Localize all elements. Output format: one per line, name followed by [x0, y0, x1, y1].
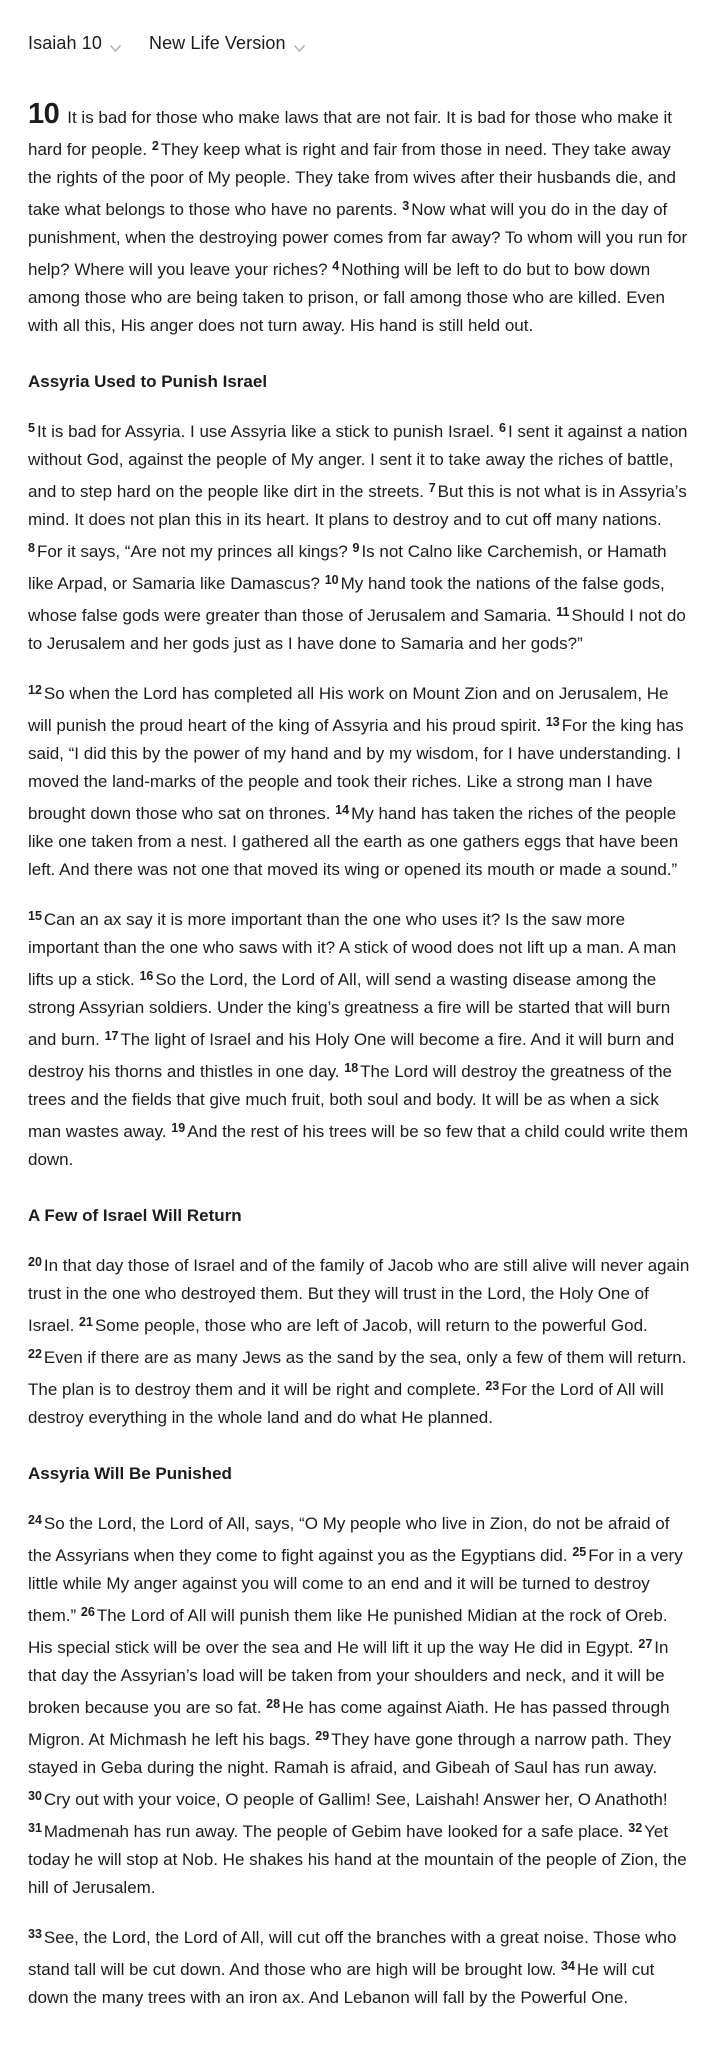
verse-text[interactable]: They have gone through a narrow path. They stayed in Geba during the night. Ramah is afraid, and Gibeah of Saul has run away. [28, 1730, 672, 1777]
verse-paragraph [28, 1506, 693, 1902]
verse-number: 30 [28, 1789, 42, 1803]
reader-header [28, 0, 693, 54]
verse-text[interactable]: Can an ax say it is more important than the one who uses it? Is the saw more important than the one who saws with it? A stick of wood does not lift up a man. A man lifts up a stick. [28, 910, 677, 989]
verse-number: 10 [324, 573, 339, 587]
verse-text[interactable]: Is not Calno like Carchemish, or Hamath like Arpad, or Samaria like Damascus? [28, 542, 667, 593]
verse-number: 18 [344, 1061, 359, 1075]
verse-paragraph [28, 1920, 693, 2012]
verse-text[interactable]: Should I not do to Jerusalem and her gods just as I have done to Samaria and her gods?” [28, 606, 686, 653]
verse-number: 5 [28, 421, 35, 435]
verse-text[interactable]: The Lord will destroy the greatness of the trees and the fields that give much fruit, both soul and body. It will be as when a sick man wastes away. [28, 1062, 673, 1141]
verse-text[interactable]: In that day those of Israel and of the family of Jacob who are still alive will never again trust in the one who destroyed them. But they will trust in the Lord, the Holy One of Israel. [28, 1256, 690, 1335]
verse-text[interactable]: My hand took the nations of the false gods, whose false gods were greater than those of Jerusalem and Samaria. [28, 574, 665, 625]
verse-number: 6 [498, 421, 506, 435]
verse-number: 21 [79, 1315, 93, 1329]
verse-text[interactable]: They keep what is right and fair from those in need. They take away the rights of the poor of My people. They take from wives after their husbands die, and take what belongs to those who have no parents. [28, 140, 676, 219]
verse-text[interactable]: But this is not what is in Assyria’s mind. It does not plan this in its heart. It plans to destroy and to cut off many nations. [28, 482, 687, 529]
verse-number: 31 [28, 1821, 42, 1835]
verse-text[interactable]: I sent it against a nation without God, against the people of My anger. I sent it to take away the riches of battle, and to step hard on the people like dirt in the streets. [28, 422, 688, 501]
verse-text[interactable]: So when the Lord has completed all His work on Mount Zion and on Jerusalem, He will punish the proud heart of the king of Assyria and his proud spirit. [28, 684, 669, 735]
verse-text[interactable]: In that day the Assyrian’s load will be taken from your shoulders and neck, and it will be broken because you are so fat. [28, 1638, 669, 1717]
verse-text[interactable]: For in a very little while My anger against you will come to an end and it will be turned to destroy them.” [28, 1546, 683, 1625]
verse-text[interactable]: So the Lord, the Lord of All, says, “O My people who live in Zion, do not be afraid of the Assyrians when they come to fight against you as the Egyptians did. [28, 1514, 670, 1565]
verse-text[interactable]: The Lord of All will punish them like He punished Midian at the rock of Oreb. His special stick will be over the sea and He will lift it up the way He did in Egypt. [28, 1606, 668, 1657]
verse-number: 9 [352, 541, 360, 555]
verse-number: 22 [28, 1347, 42, 1361]
verse-text[interactable]: He will cut down the many trees with an iron ax. And Lebanon will fall by the Powerful One. [28, 1960, 655, 2007]
version-label: New Life Version [148, 33, 286, 53]
book-chapter-selector[interactable] [28, 33, 122, 54]
verse-text[interactable]: Some people, those who are left of Jacob, will return to the powerful God. [94, 1316, 648, 1335]
verse-text[interactable]: It is bad for Assyria. I use Assyria like a stick to punish Israel. [36, 422, 499, 441]
verse-text[interactable]: For it says, “Are not my princes all kings? [36, 542, 353, 561]
verse-number: 15 [28, 909, 42, 923]
section-heading: A Few of Israel Will Return [28, 1206, 242, 1225]
verse-number: 19 [171, 1121, 186, 1135]
verse-text[interactable]: See, the Lord, the Lord of All, will cut off the branches with a great noise. Those who stand tall will be cut down. And those who are high will be brought low. [28, 1928, 677, 1979]
verse-paragraph [28, 676, 693, 884]
verse-number: 29 [315, 1729, 330, 1743]
verse-text[interactable]: Now what will you do in the day of punishment, when the destroying power comes from far away? To whom will you run for help? Where will you leave your riches? [28, 200, 688, 279]
verse-text[interactable]: Madmenah has run away. The people of Gebim have looked for a safe place. [43, 1822, 629, 1841]
verse-text[interactable]: And the rest of his trees will be so few that a child could write them down. [28, 1122, 688, 1169]
verse-number: 14 [335, 803, 350, 817]
chevron-down-icon [293, 39, 306, 52]
verse-number: 33 [28, 1927, 42, 1941]
verse-paragraph [28, 414, 693, 658]
verse-number: 27 [638, 1637, 653, 1651]
verse-text[interactable]: Nothing will be left to do but to bow down among those who are being taken to prison, or fall among those who are killed. Even with all this, His anger does not turn away. His hand is still held out. [28, 260, 665, 335]
verse-number: 3 [402, 199, 410, 213]
verse-text[interactable]: Even if there are as many Jews as the sand by the sea, only a few of them will return. The plan is to destroy them and it will be right and complete. [28, 1348, 687, 1399]
verse-number: 13 [545, 715, 560, 729]
verse-text[interactable]: My hand has taken the riches of the people like one taken from a nest. I gathered all the earth as one gathers eggs that have been left. And there was not one that moved its wing or opened its mouth or made a sound.” [28, 804, 679, 879]
section-heading: Assyria Used to Punish Israel [28, 372, 268, 391]
verse-number: 28 [266, 1697, 281, 1711]
verse-number: 20 [28, 1255, 42, 1269]
version-selector[interactable] [149, 33, 306, 54]
verse-text[interactable]: Yet today he will stop at Nob. He shakes his hand at the mountain of the people of Zion, the hill of Jerusalem. [28, 1822, 687, 1897]
verse-number: 16 [139, 969, 154, 983]
verse-number: 32 [628, 1821, 643, 1835]
verse-number: 34 [561, 1959, 575, 1973]
chevron-down-icon [109, 39, 122, 52]
verse-number: 25 [572, 1545, 587, 1559]
verse-number: 17 [104, 1029, 119, 1043]
verse-text[interactable]: It is bad for those who make laws that are not fair. It is bad for those who make it hard for people. [28, 108, 673, 159]
section-heading: Assyria Will Be Punished [28, 1464, 232, 1483]
verse-number: 23 [485, 1379, 500, 1393]
verse-number: 12 [28, 683, 42, 697]
verse-text[interactable]: So the Lord, the Lord of All, will send a wasting disease among the strong Assyrian soldiers. Under the king’s greatness a fire will be started that will burn and burn. [28, 970, 671, 1049]
verse-text[interactable]: For the king has said, “I did this by the power of my hand and by my wisdom, for I have understanding. I moved the land-marks of the people and took their riches. Like a strong man I have brought down those who sat on thrones. [28, 716, 684, 823]
chapter-number: 10 [28, 98, 60, 130]
verse-text[interactable]: Cry out with your voice, O people of Gallim! See, Laishah! Answer her, O Anathoth! [43, 1790, 668, 1809]
verse-text[interactable]: For the Lord of All will destroy everything in the whole land and do what He planned. [28, 1380, 664, 1427]
verse-text[interactable]: The light of Israel and his Holy One will become a fire. And it will burn and destroy his thorns and thistles in one day. [28, 1030, 675, 1081]
verse-text[interactable]: He has come against Aiath. He has passed through Migron. At Michmash he left his bags. [28, 1698, 670, 1749]
verse-number: 8 [28, 541, 35, 555]
verse-paragraph [28, 902, 693, 1174]
chapter-content [28, 54, 693, 2012]
verse-number: 7 [428, 481, 436, 495]
verse-number: 2 [151, 139, 159, 153]
verse-paragraph [28, 100, 693, 340]
verse-paragraph [28, 1248, 693, 1432]
verse-number: 4 [332, 259, 340, 273]
book-chapter-label: Isaiah 10 [28, 33, 102, 53]
verse-number: 24 [28, 1513, 42, 1527]
verse-number: 26 [80, 1605, 95, 1619]
verse-number: 11 [556, 605, 570, 619]
